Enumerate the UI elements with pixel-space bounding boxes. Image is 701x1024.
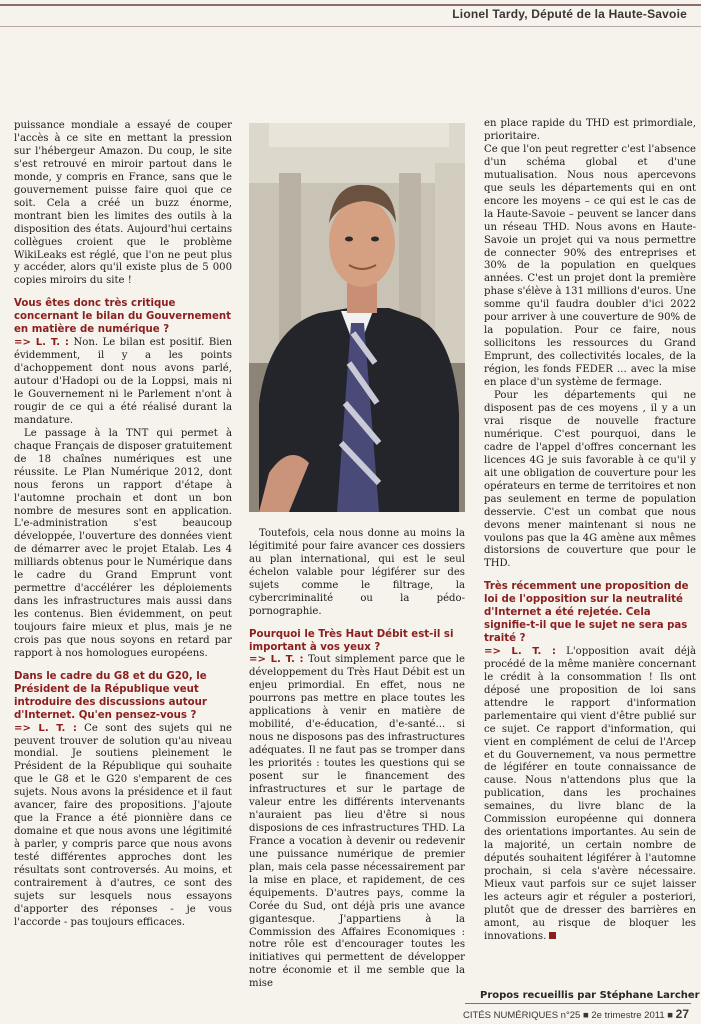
footer-rule <box>465 1003 691 1004</box>
interview-credit: Propos recueillis par Stéphane Larcher <box>480 990 700 1001</box>
article-column-1 <box>14 120 232 930</box>
interview-question: Pourquoi le Très Haut Débit est-il si important à vos yeux ? <box>249 628 454 653</box>
end-mark-icon <box>549 932 556 939</box>
speaker-tag: => L. T. : <box>14 337 69 349</box>
speaker-tag: => L. T. : <box>484 645 556 657</box>
article-column-3 <box>484 118 696 944</box>
paragraph: en place rapide du THD est primordiale, prioritaire. <box>484 118 696 142</box>
speaker-tag: => L. T. : <box>14 722 77 734</box>
answer-text: Non. Le bilan est positif. Bien évidemment, il y a les points d'achoppement dont nous avons parlé, autour d'Hadopi ou de la Loppsi, mais ni le Gouvernement ni le Parlement n'ont à rougir de ce qui a été réalisé durant la mandature. <box>14 337 232 426</box>
interview-question: Dans le cadre du G8 et du G20, le Président de la République veut introduire des discussions autour d'Internet. Qu'en pensez-vous ? <box>14 670 207 721</box>
page-footer <box>463 1007 689 1021</box>
answer-paragraph <box>14 723 232 930</box>
portrait-illustration <box>249 123 465 512</box>
answer-paragraph <box>14 337 232 428</box>
paragraph: Ce que l'on peut regretter c'est l'absence d'un schéma global et d'une mutualisation. Nous nous apercevons que seuls les départements qui en ont encore les moyens – ce qui est le cas de la Haute-Savoie – peuvent se lancer dans un réseau THD. Nous avons en Haute-Savoie un projet qui va nous permettre de connecter 90% des entreprises et 30% de la population en quelques années. C'est un projet dont la première phase s'élève à 131 millions d'euros. Une somme qu'il faudra doubler d'ici 2022 pour arriver à une couverture de 90% de la population. Pour ce faire, nous sollicitons les ressources du Grand Emprunt, des collectivités locales, de la région, les fonds FEDER ... avec la mise en place d'un système de fermage. <box>484 143 696 389</box>
page-header-title: Lionel Tardy, Député de la Haute-Savoie <box>452 7 687 21</box>
header-rule <box>0 4 701 6</box>
answer-text: L'opposition avait déjà procédé de la même manière concernant le crédit à la consommation ! Ils ont déposé une proposition de loi sans attendre le rapport d'information parlementaire qui vient d'être publié sur ce sujet. Ce rapport d'information, qui vient en complément de celui de l'Arcep et du Gouvernement, va nous permettre de légiférer en toute connaissance de cause. Nous n'attendons plus que la publication, dans les prochaines semaines, du livre blanc de la Commission européenne qui donnera des orientations importantes. Au sein de la majorité, un certain nombre de députés souhaitent légiférer à l'automne prochain, si cela s'avère nécessaire. Mieux vaut parfois sur ce sujet laisser les acteurs agir et réguler a posteriori, plutôt que de dresser des barrières en amont, au risque de bloquer les innovations. <box>484 645 697 942</box>
header-underline <box>0 26 701 27</box>
answer-text: Tout simplement parce que le développement du Très Haut Débit est un enjeu primordial. En effet, nous ne pourrons pas mettre en place toutes les applications à venir en matière de mobilité, d'e-éducation, d'e-santé... si nous ne disposons pas des infrastructures adéquates. Il ne faut pas se tromper dans les priorités : toutes les questions qui se posent sur le financement des infrastructures et sur le partage de valeur entre les différents intervenants n'auraient pas lieu d'être si nous disposions de ces infrastructures THD. La France a vocation à devenir ou redevenir une puissance numérique de premier plan, mais cela passe nécessairement par la mise en place, et rapidement, de ces équipements. D'autres pays, comme la Corée du Sud, ont déjà pris une avance gigantesque. J'appartiens à la Commission des Affaires Economiques : notre rôle est d'encourager toutes les initiatives qui permettent de développer notre économie et il me semble que la mise <box>249 654 466 990</box>
answer-paragraph <box>484 646 696 944</box>
paragraph: Toutefois, cela nous donne au moins la légitimité pour faire avancer ces dossiers au plan international, qui est le seul échelon valable pour légiférer sur des sujets comme le filtrage, la cybercriminalité ou la pédo-pornographie. <box>249 528 465 617</box>
issue-date: 2e trimestre 2011 <box>591 1010 665 1021</box>
interview-question: Vous êtes donc très critique concernant le bilan du Gouvernement en matière de numérique ? <box>14 298 232 336</box>
article-column-2 <box>249 528 465 991</box>
answer-text: Ce sont des sujets qui ne peuvent trouver de solution qu'au niveau mondial. Je soutiens pleinement le Président de la République qui souhaite que le G8 et le G20 s'emparent de ces sujets. Nous avons la présidence et il faut avancer, faire des propositions. J'ajoute que la France a été pionnière dans ce domaine et que nous avons une légitimité à parler, y compris parce que nous avons testé différentes approches dont les résultats sont controversés. Au moins, et contrairement à d'autres, ce sont des sujets sur lesquels nous essayons d'apporter des réponses - je vous l'accorde - pas toujours efficaces. <box>14 722 233 928</box>
separator-square-icon: ■ <box>582 1010 592 1021</box>
paragraph: Pour les départements qui ne disposent pas de ces moyens , il y a un vrai risque de nouvelle fracture numérique. C'est pourquoi, dans le cadre de l'appel d'offres concernant les licences 4G je suis favorable à ce qu'il y ait une obligation de couverture pour les opérateurs en terme de territoires et non pas seulement en terme de population desservie. C'est un combat que nous devons mener maintenant si nous ne voulons pas que la 4G amène aux mêmes distorsions de couverture que pour le THD. <box>484 390 696 570</box>
paragraph: Le passage à la TNT qui permet à chaque Français de disposer gratuitement de 18 chaînes numériques est une réussite. Le Plan Numérique 2012, dont nous ferons un rapport d'étape à l'automne prochain et dont un bon nombre de mesures sont en application. L'e-administration s'est beaucoup développée, l'ouverture des données vient de démarrer avec le projet Etalab. Les 4 milliards obtenus pour le Numérique dans le cadre du Grand Emprunt vont permettre d'accélérer les déploiements dans les infrastructures mais aussi dans les contenus. Bien évidemment, on peut toujours faire mieux et plus, mais je ne crois pas que nous soyons en retard par rapport à nos homologues européens. <box>14 427 232 659</box>
interview-question: Très récemment une proposition de loi de l'opposition sur la neutralité d'Internet a été rejetée. Cela signifie-t-il que le sujet ne sera pas traité ? <box>484 581 689 644</box>
portrait-photo <box>249 123 465 512</box>
magazine-name: CITÉS NUMÉRIQUES n°25 <box>463 1010 581 1021</box>
answer-paragraph <box>249 654 465 991</box>
paragraph: puissance mondiale a essayé de couper l'accès à ce site en mettant la pression sur l'hébergeur Amazon. Du coup, le site s'est retrouvé en miroir partout dans le monde, y compris en France, sans que le gouvernement puisse faire quoi que ce soit. Cela a créé un buzz énorme, montrant bien les limites des outils à la disposition des états. Aujourd'hui certains collègues croient que le problème WikiLeaks est réglé, que l'on ne peut plus y accéder, alors qu'il existe plus de 5 000 copies miroirs du site ! <box>14 120 232 287</box>
speaker-tag: => L. T. : <box>249 654 304 666</box>
separator-square-icon: ■ <box>667 1010 676 1021</box>
page-number: 27 <box>675 1007 689 1021</box>
